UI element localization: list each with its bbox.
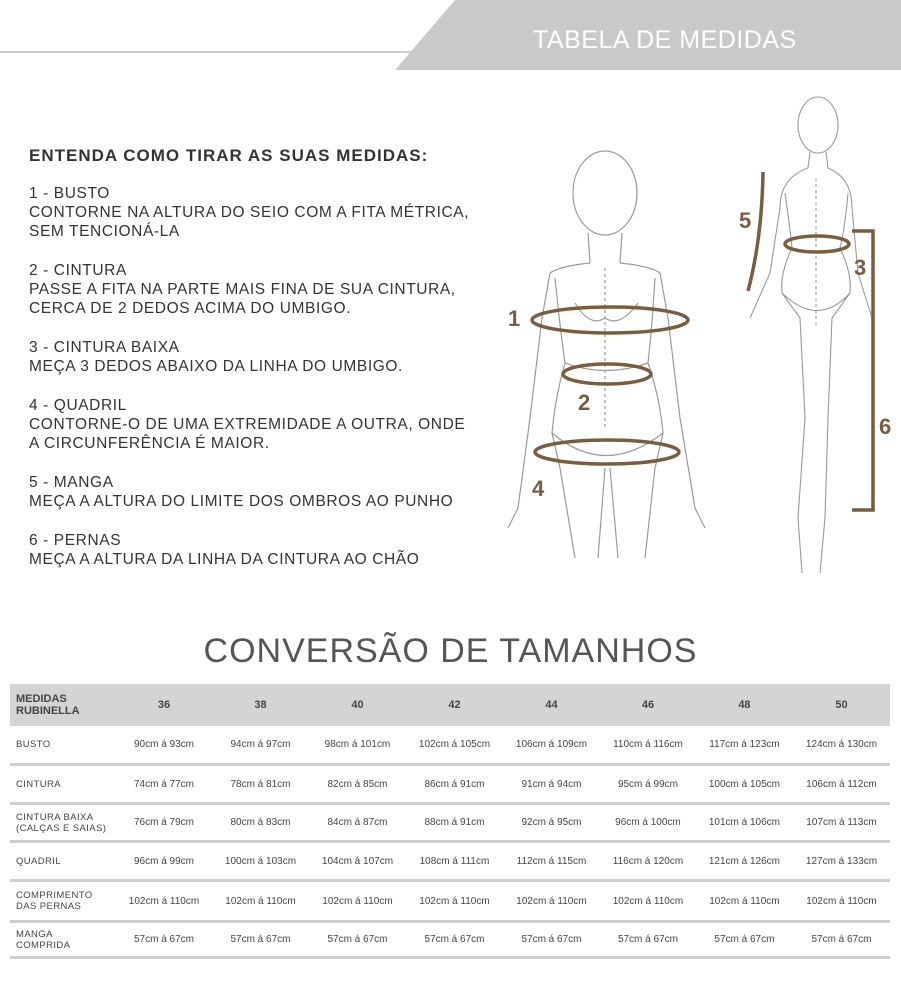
table-header-row (10, 684, 890, 726)
table-cell: 76cm á 79cm (116, 805, 212, 843)
row-label-line: MANGA (16, 928, 53, 940)
table-row (10, 843, 890, 882)
table-row (10, 726, 890, 766)
table-cell: 102cm á 110cm (116, 882, 212, 923)
table-cell: 102cm á 110cm (406, 882, 503, 923)
row-label (10, 726, 116, 766)
table-cell: 57cm á 67cm (116, 923, 212, 959)
column-header: 44 (503, 684, 600, 726)
step-text: MEÇA A ALTURA DA LINHA DA CINTURA AO CHÃO (29, 551, 420, 568)
table-cell: 116cm á 120cm (600, 843, 696, 882)
row-label (10, 843, 116, 882)
label-4: 4 (532, 476, 545, 501)
table-cell: 92cm á 95cm (503, 805, 600, 843)
table-cell: 127cm á 133cm (793, 843, 890, 882)
label-2: 2 (578, 390, 591, 415)
step-title: 6 - PERNAS (29, 532, 122, 549)
table-cell: 96cm á 99cm (116, 843, 212, 882)
table-cell: 57cm á 67cm (793, 923, 890, 959)
row-label-line: QUADRIL (16, 855, 62, 867)
step-text: MEÇA A ALTURA DO LIMITE DOS OMBROS AO PUNHO (29, 493, 454, 510)
step-title: 1 - BUSTO (29, 185, 110, 202)
row-label-line: COMPRIDA (16, 939, 71, 951)
low-waist-tape (785, 236, 849, 252)
column-header: 46 (600, 684, 696, 726)
table-cell: 74cm á 77cm (116, 766, 212, 805)
table-cell: 102cm á 110cm (212, 882, 309, 923)
column-header: 40 (309, 684, 406, 726)
side-figure-sketch (750, 97, 872, 573)
table-cell: 117cm á 123cm (696, 726, 793, 766)
step-title: 3 - CINTURA BAIXA (29, 339, 180, 356)
step-cintura (29, 261, 469, 318)
table-cell: 100cm á 105cm (696, 766, 793, 805)
row-label (10, 766, 116, 805)
conversion-title: CONVERSÃO DE TAMANHOS (203, 632, 698, 670)
step-text: SEM TENCIONÁ-LA (29, 223, 180, 240)
table-cell: 106cm á 112cm (793, 766, 890, 805)
column-header: MEDIDAS RUBINELLA (10, 684, 116, 726)
column-header: 42 (406, 684, 503, 726)
table-cell: 98cm á 101cm (309, 726, 406, 766)
measurement-instructions (29, 146, 469, 589)
table-cell: 57cm á 67cm (696, 923, 793, 959)
table-cell: 112cm á 115cm (503, 843, 600, 882)
table-cell: 108cm á 111cm (406, 843, 503, 882)
column-header: 36 (116, 684, 212, 726)
table-cell: 96cm á 100cm (600, 805, 696, 843)
table-cell: 124cm á 130cm (793, 726, 890, 766)
label-3: 3 (854, 255, 867, 280)
step-text: MEÇA 3 DEDOS ABAIXO DA LINHA DO UMBIGO. (29, 358, 403, 375)
column-header: 48 (696, 684, 793, 726)
label-6: 6 (879, 414, 892, 439)
page-title: TABELA DE MEDIDAS (533, 26, 797, 54)
table-cell: 57cm á 67cm (212, 923, 309, 959)
table-cell: 101cm á 106cm (696, 805, 793, 843)
table-cell: 102cm á 110cm (600, 882, 696, 923)
table-cell: 102cm á 110cm (793, 882, 890, 923)
step-text: CONTORNE NA ALTURA DO SEIO COM A FITA MÉTRICA, (29, 204, 470, 221)
measurement-lines (532, 172, 873, 510)
table-cell: 107cm á 113cm (793, 805, 890, 843)
table-cell: 106cm á 109cm (503, 726, 600, 766)
step-text: CONTORNE-O DE UMA EXTREMIDADE A OUTRA, ONDE (29, 416, 466, 433)
table-row (10, 766, 890, 805)
table-cell: 102cm á 110cm (503, 882, 600, 923)
column-header: 38 (212, 684, 309, 726)
table-cell: 90cm á 93cm (116, 726, 212, 766)
step-manga (29, 473, 469, 511)
column-header: 50 (793, 684, 890, 726)
table-row (10, 805, 890, 843)
table-cell: 80cm á 83cm (212, 805, 309, 843)
table-cell: 57cm á 67cm (406, 923, 503, 959)
instructions-heading: ENTENDA COMO TIRAR AS SUAS MEDIDAS: (29, 146, 429, 165)
table-cell: 102cm á 110cm (696, 882, 793, 923)
table-cell: 88cm á 91cm (406, 805, 503, 843)
row-label (10, 805, 116, 843)
step-text: CERCA DE 2 DEDOS ACIMA DO UMBIGO. (29, 300, 352, 317)
row-label-line: CINTURA (16, 778, 62, 790)
table-cell: 102cm á 105cm (406, 726, 503, 766)
row-label-line: (CALÇAS E SAIAS) (16, 822, 107, 834)
step-title: 2 - CINTURA (29, 262, 127, 279)
step-quadril (29, 396, 469, 453)
table-cell: 78cm á 81cm (212, 766, 309, 805)
step-cintura-baixa (29, 338, 469, 376)
step-text: A CIRCUNFERÊNCIA É MAIOR. (29, 435, 270, 452)
row-label-line: DAS PERNAS (16, 901, 82, 912)
size-conversion-table (10, 684, 890, 959)
table-cell: 121cm á 126cm (696, 843, 793, 882)
table-cell: 91cm á 94cm (503, 766, 600, 805)
table-cell: 94cm á 97cm (212, 726, 309, 766)
step-title: 4 - QUADRIL (29, 397, 127, 414)
label-1: 1 (508, 306, 521, 331)
row-label-line: CINTURA BAIXA (16, 811, 94, 823)
table-cell: 104cm á 107cm (309, 843, 406, 882)
table-cell: 57cm á 67cm (503, 923, 600, 959)
measurement-figure-illustration (480, 88, 900, 588)
table-cell: 57cm á 67cm (309, 923, 406, 959)
table-cell: 100cm á 103cm (212, 843, 309, 882)
table-cell: 110cm á 116cm (600, 726, 696, 766)
table-row (10, 882, 890, 923)
table-cell: 84cm á 87cm (309, 805, 406, 843)
step-pernas (29, 531, 469, 569)
step-title: 5 - MANGA (29, 474, 114, 491)
table-cell: 95cm á 99cm (600, 766, 696, 805)
table-cell: 57cm á 67cm (600, 923, 696, 959)
table-row (10, 923, 890, 959)
row-label (10, 923, 116, 959)
step-busto (29, 184, 469, 241)
row-label-line: BUSTO (16, 739, 51, 750)
table-cell: 86cm á 91cm (406, 766, 503, 805)
label-5: 5 (739, 208, 752, 233)
row-label (10, 882, 116, 923)
table-cell: 82cm á 85cm (309, 766, 406, 805)
row-label-line: COMPRIMENTO (16, 890, 93, 901)
table-cell: 102cm á 110cm (309, 882, 406, 923)
waist-tape (563, 364, 651, 384)
step-text: PASSE A FITA NA PARTE MAIS FINA DE SUA CINTURA, (29, 281, 456, 298)
